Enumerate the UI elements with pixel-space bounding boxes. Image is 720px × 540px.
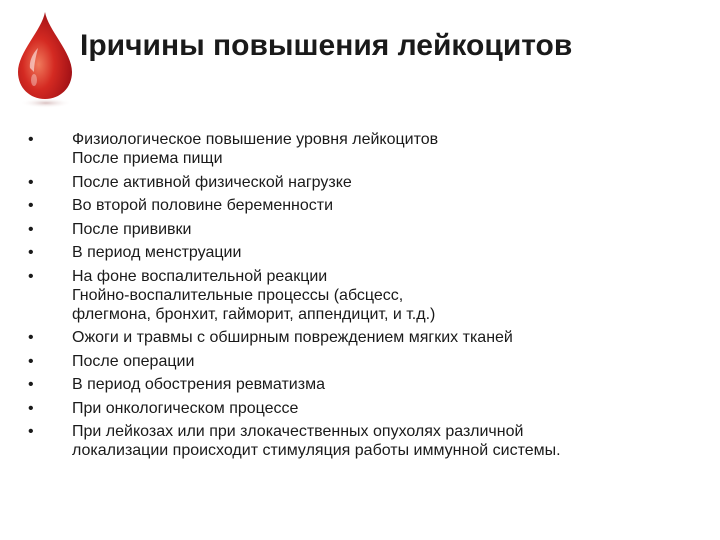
list-item-text: После приема пищи	[72, 150, 223, 167]
bullet-dot: •	[28, 244, 34, 261]
bullet-dot: •	[28, 423, 34, 440]
list-item-text: Во второй половине беременности	[72, 197, 334, 214]
list-item-text: Ожоги и травмы с обширным повреждением мягких тканей	[72, 329, 513, 346]
list-item-text: В период менструации	[72, 244, 242, 261]
bullet-dot: •	[28, 220, 34, 238]
list-item-text: При онкологическом процессе	[72, 399, 299, 417]
slide-title: Iричины повышения лейкоцитов	[80, 29, 573, 62]
list-item-text: В период обострения ревматизма	[72, 376, 325, 393]
list-item	[28, 422, 561, 460]
list-item-text: При лейкозах или при злокачественных опухолях различной	[72, 423, 524, 440]
list-item	[28, 352, 561, 371]
list-item	[28, 173, 561, 192]
list-item	[28, 328, 561, 347]
list-item-text: Физиологическое повышение уровня лейкоцитов	[72, 131, 439, 148]
bullet-dot: •	[28, 197, 34, 214]
list-item-text: На фоне воспалительной реакции	[72, 267, 328, 285]
list-item-text: Гнойно-воспалительные процессы (абсцесс,	[72, 286, 404, 304]
list-item	[28, 196, 561, 215]
blood-drop-icon	[12, 8, 78, 110]
list-item-text: локализации происходит стимуляция работы иммунной системы.	[72, 442, 561, 459]
bullet-dot: •	[28, 329, 34, 346]
bullet-dot: •	[28, 352, 34, 370]
list-item-text: флегмона, бронхит, гайморит, аппендицит, и т.д.)	[72, 305, 436, 323]
list-item	[28, 399, 561, 418]
bullet-dot: •	[28, 173, 34, 191]
list-item	[28, 375, 561, 394]
list-item-text: После активной физической нагрузке	[72, 173, 352, 191]
list-item	[28, 130, 561, 168]
list-item-text: После прививки	[72, 220, 192, 238]
bullet-dot: •	[28, 399, 34, 417]
bullet-dot: •	[28, 267, 34, 285]
list-item	[28, 220, 561, 239]
list-item	[28, 243, 561, 262]
bullet-dot: •	[28, 376, 34, 393]
bullet-dot: •	[28, 131, 34, 148]
bullet-list	[28, 130, 561, 465]
list-item-text: После операции	[72, 352, 195, 370]
list-item	[28, 267, 561, 324]
